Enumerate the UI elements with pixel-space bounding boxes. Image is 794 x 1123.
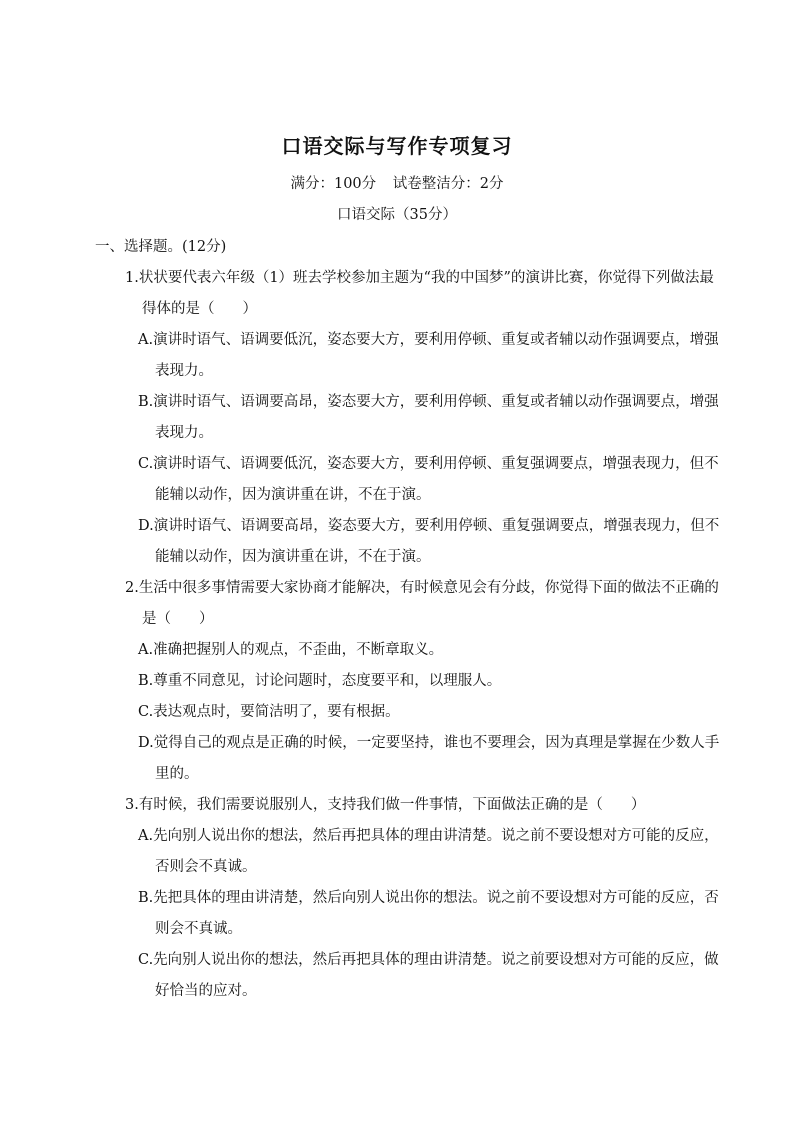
option-list [125,635,720,790]
question-2 [125,573,720,790]
document-title: 口语交际与写作专项复习 [281,134,513,158]
section-title: 口语交际（35分） [337,207,457,223]
question-stem: 1.状状要代表六年级（1）班去学校参加主题为“我的中国梦”的演讲比赛，你觉得下列做法最得体的是（ ） [125,270,714,317]
option-d: D.觉得自己的观点是正确的时候，一定要坚持，谁也不要理会，因为真理是掌握在少数人手里的。 [138,735,720,782]
question-stem: 3.有时候，我们需要说服别人，支持我们做一件事情，下面做法正确的是（ ） [125,797,646,813]
option-a: A.演讲时语气、语调要低沉，姿态要大方，要利用停顿、重复或者辅以动作强调要点，增强表现力。 [138,332,719,379]
option-a: A.准确把握别人的观点，不歪曲，不断章取义。 [138,642,444,658]
full-score: 满分：100分 [290,176,377,192]
question-1 [125,263,720,573]
question-list [125,263,720,1007]
option-c: C.先向别人说出你的想法，然后再把具体的理由讲清楚。说之前要设想对方可能的反应，做好恰当的应对。 [138,952,719,999]
score-info [0,172,794,193]
option-c: C.表达观点时，要简洁明了，要有根据。 [138,704,400,720]
part-heading: 一、选择题。(12分) [95,239,227,255]
option-d: D.演讲时语气、语调要高昂，姿态要大方，要利用停顿、重复强调要点，增强表现力，但不能辅以动作，因为演讲重在讲，不在于演。 [138,518,720,565]
option-list [125,325,720,573]
question-3 [125,790,720,1007]
neatness-score: 试卷整洁分：2分 [392,176,504,192]
option-a: A.先向别人说出你的想法，然后再把具体的理由讲清楚。说之前不要设想对方可能的反应，否则会不真诚。 [138,828,719,875]
option-b: B.先把具体的理由讲清楚，然后向别人说出你的想法。说之前不要设想对方可能的反应，否则会不真诚。 [138,890,719,937]
option-b: B.演讲时语气、语调要高昂，姿态要大方，要利用停顿、重复或者辅以动作强调要点，增强表现力。 [138,394,719,441]
option-b: B.尊重不同意见，讨论问题时，态度要平和，以理服人。 [138,673,502,689]
option-list [125,821,720,1007]
option-c: C.演讲时语气、语调要低沉，姿态要大方，要利用停顿、重复强调要点，增强表现力，但不能辅以动作，因为演讲重在讲，不在于演。 [138,456,719,503]
question-stem: 2.生活中很多事情需要大家协商才能解决，有时候意见会有分歧，你觉得下面的做法不正确的是（ ） [125,580,719,627]
